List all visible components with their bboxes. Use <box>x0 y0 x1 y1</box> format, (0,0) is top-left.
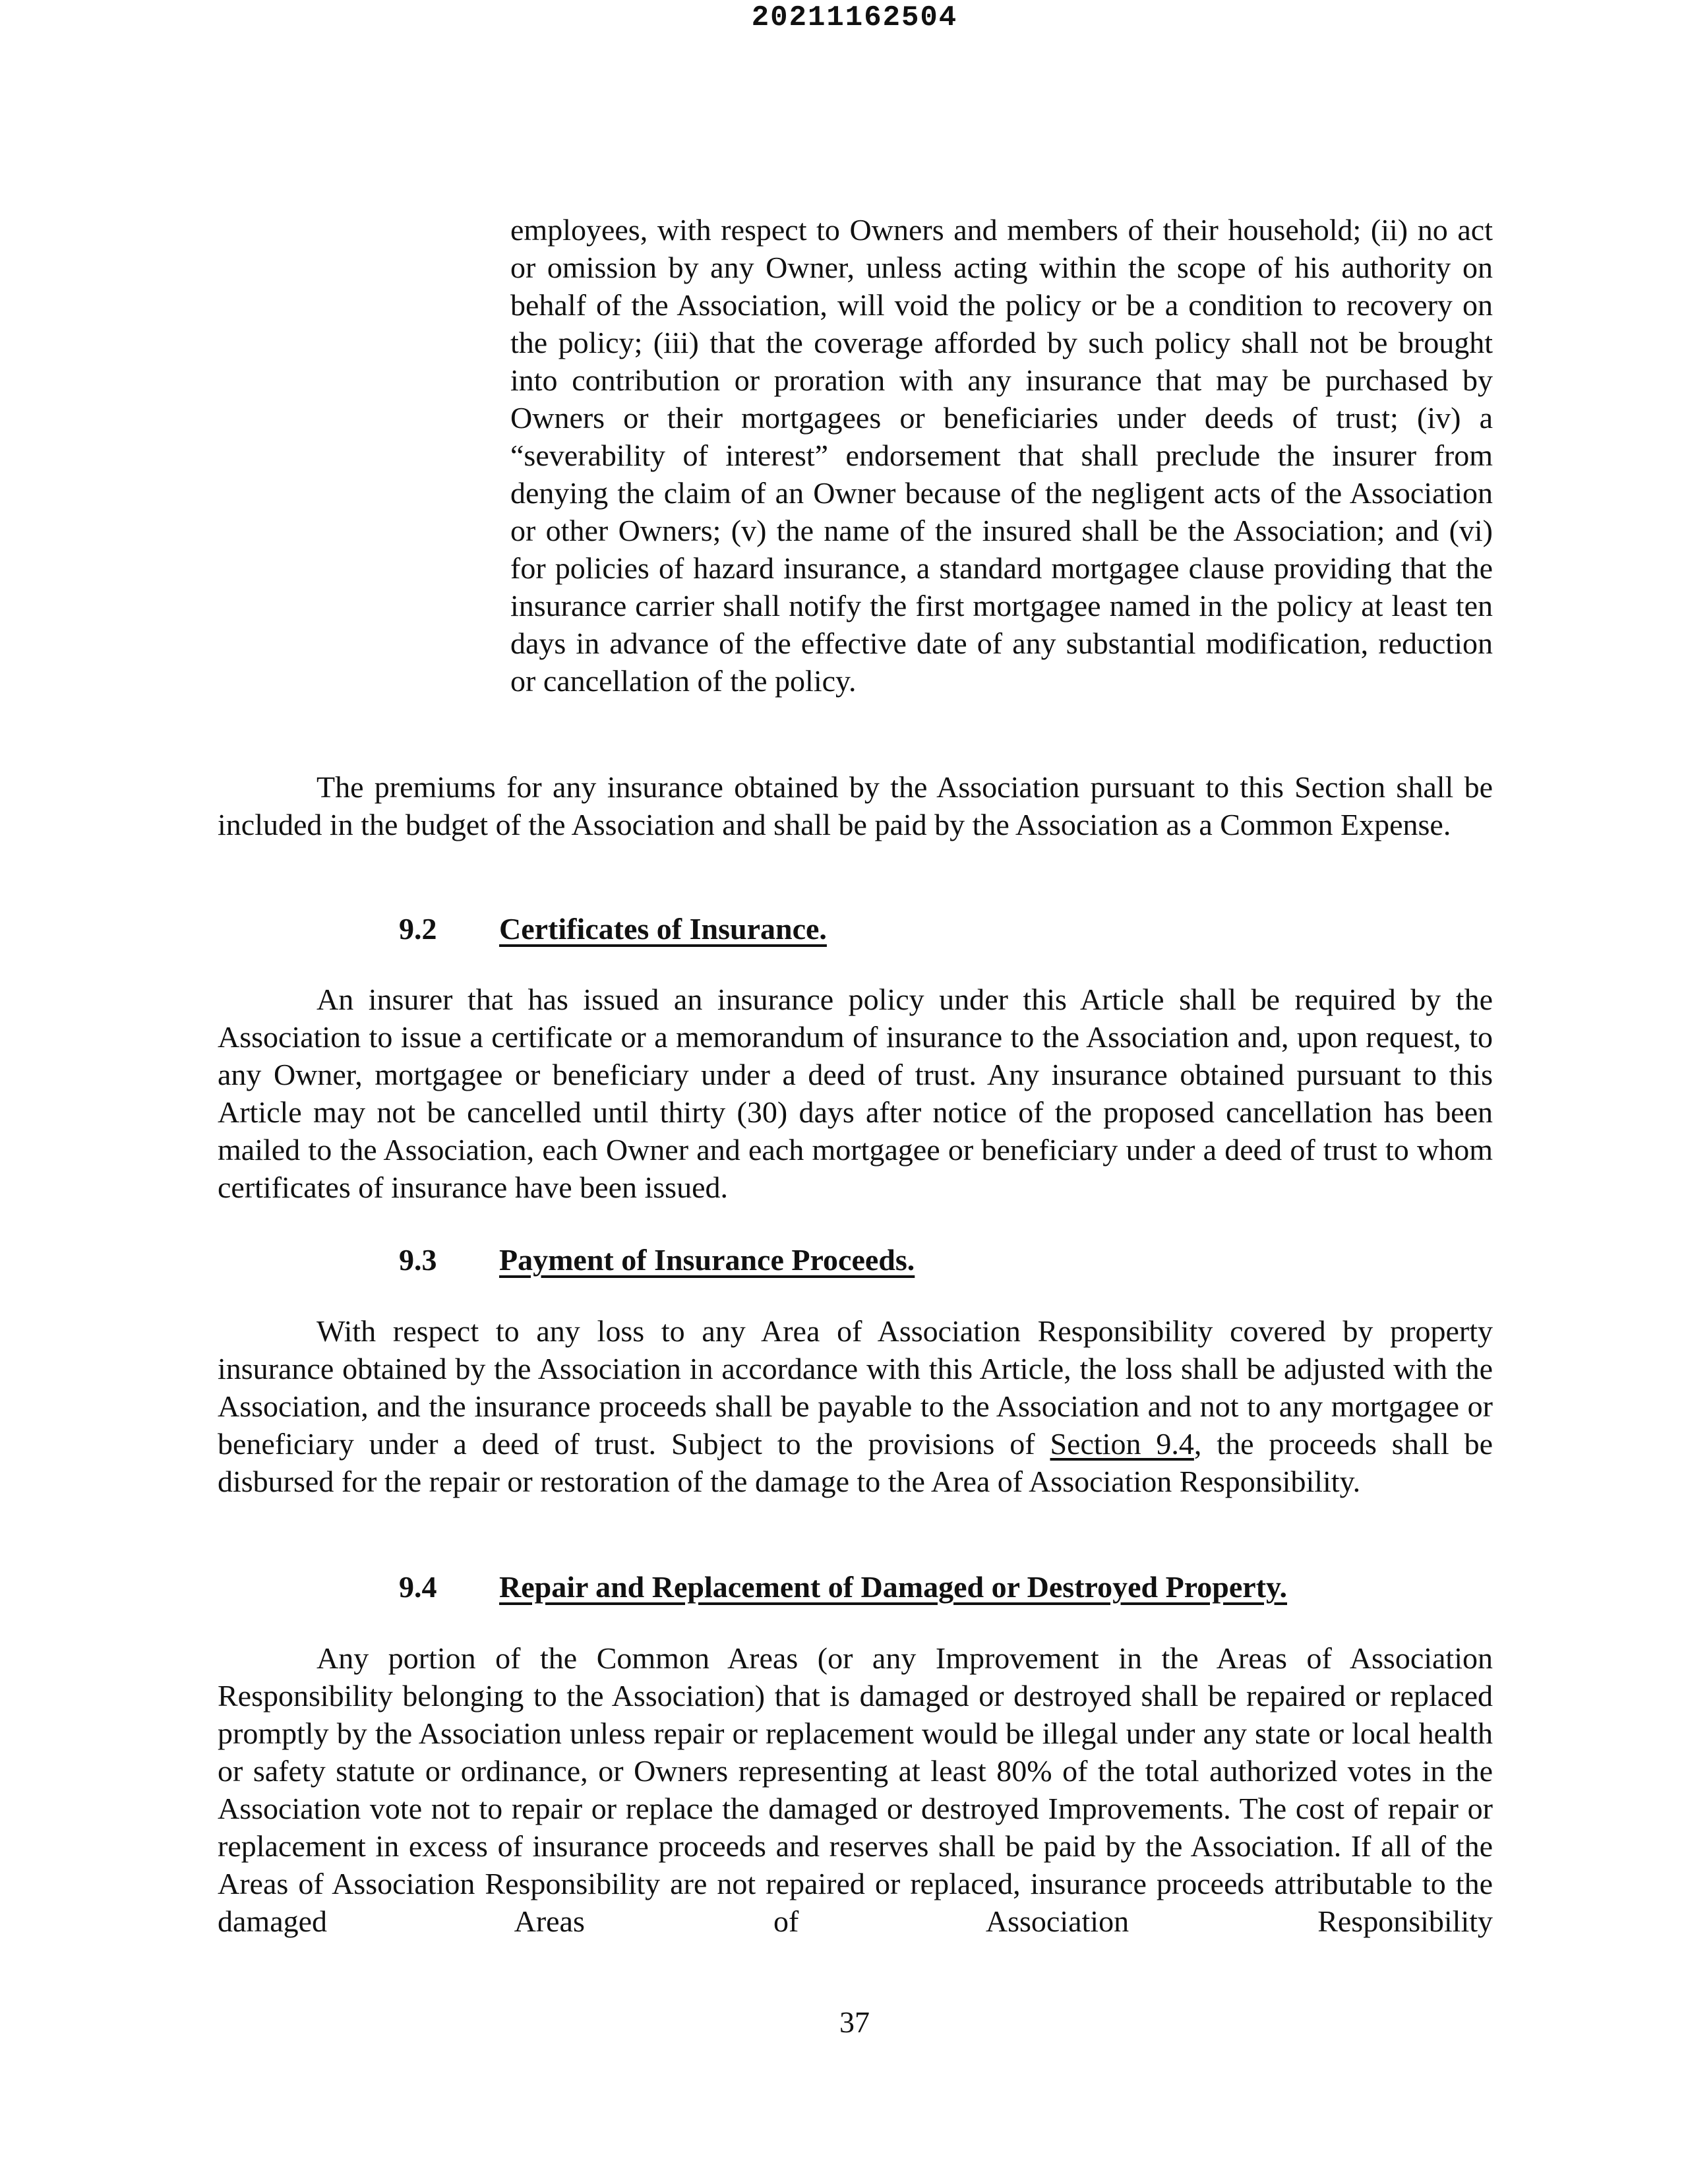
section-title: Certificates of Insurance. <box>499 912 827 946</box>
document-number: 20211162504 <box>751 1 958 34</box>
continued-list-item: employees, with respect to Owners and members of their household; (ii) no act or omission by any Owner, unless acting within the scope of his authority on behalf of the Association, will void the policy or be a condition to recovery on the policy; (iii) that the coverage afforded by such policy shall not be brought into contribution or proration with any insurance that may be purchased by Owners or their mortgagees or beneficiaries under deeds of trust; (iv) a “severability of interest” endorsement that shall preclude the insurer from denying the claim of an Owner because of the negligent acts of the Association or other Owners; (v) the name of the insured shall be the Association; and (vi) for policies of hazard insurance, a standard mortgagee clause providing that the insurance carrier shall notify the first mortgagee named in the policy at least ten days in advance of the effective date of any substantial modification, reduction or cancellation of the policy. <box>510 213 1493 698</box>
section-heading-9-2 <box>399 910 827 948</box>
section-title: Repair and Replacement of Damaged or Destroyed Property. <box>499 1570 1287 1604</box>
body-text: With respect to any loss to any Area of Association Responsibility covered by property insurance obtained by the Association in accordance with this Article, the loss shall be adjusted with the Association, and the insurance proceeds shall be payable to the Association and not to any mortgagee or beneficiary under a deed of trust. Subject to the provisions of <box>218 1314 1493 1461</box>
cross-reference-link[interactable]: Section 9.4 <box>1050 1427 1194 1461</box>
body-text: , the proceeds shall be disbursed for the repair or restoration of the damage to the Area of Association Responsibility. <box>218 1427 1493 1498</box>
section-9-3-body <box>218 1312 1493 1500</box>
section-heading-9-3 <box>399 1241 915 1279</box>
section-number: 9.3 <box>399 1243 437 1277</box>
section-number: 9.4 <box>399 1570 437 1604</box>
section-number: 9.2 <box>399 912 437 946</box>
page-number: 37 <box>839 2005 870 2039</box>
premiums-paragraph: The premiums for any insurance obtained by the Association pursuant to this Section shall be included in the budget of the Association and shall be paid by the Association as a Common Expense. <box>218 770 1493 841</box>
section-9-2-body: An insurer that has issued an insurance policy under this Article shall be required by the Association to issue a certificate or a memorandum of insurance to the Association and, upon request, to any Owner, mortgagee or beneficiary under a deed of trust. Any insurance obtained pursuant to this Article may not be cancelled until thirty (30) days after notice of the proposed cancellation has been mailed to the Association, each Owner and each mortgagee or beneficiary under a deed of trust to whom certificates of insurance have been issued. <box>218 983 1493 1204</box>
section-heading-9-4 <box>399 1568 1287 1606</box>
section-title: Payment of Insurance Proceeds. <box>499 1243 915 1277</box>
section-9-4-body: Any portion of the Common Areas (or any Improvement in the Areas of Association Responsibility belonging to the Association) that is damaged or destroyed shall be repaired or replaced promptly by the Association unless repair or replacement would be illegal under any state or local health or safety statute or ordinance, or Owners representing at least 80% of the total authorized votes in the Association vote not to repair or replace the damaged or destroyed Improvements. The cost of repair or replacement in excess of insurance proceeds and reserves shall be paid by the Association. If all of the Areas of Association Responsibility are not repaired or replaced, insurance proceeds attributable to the damaged Areas of Association Responsibility <box>218 1641 1493 1938</box>
